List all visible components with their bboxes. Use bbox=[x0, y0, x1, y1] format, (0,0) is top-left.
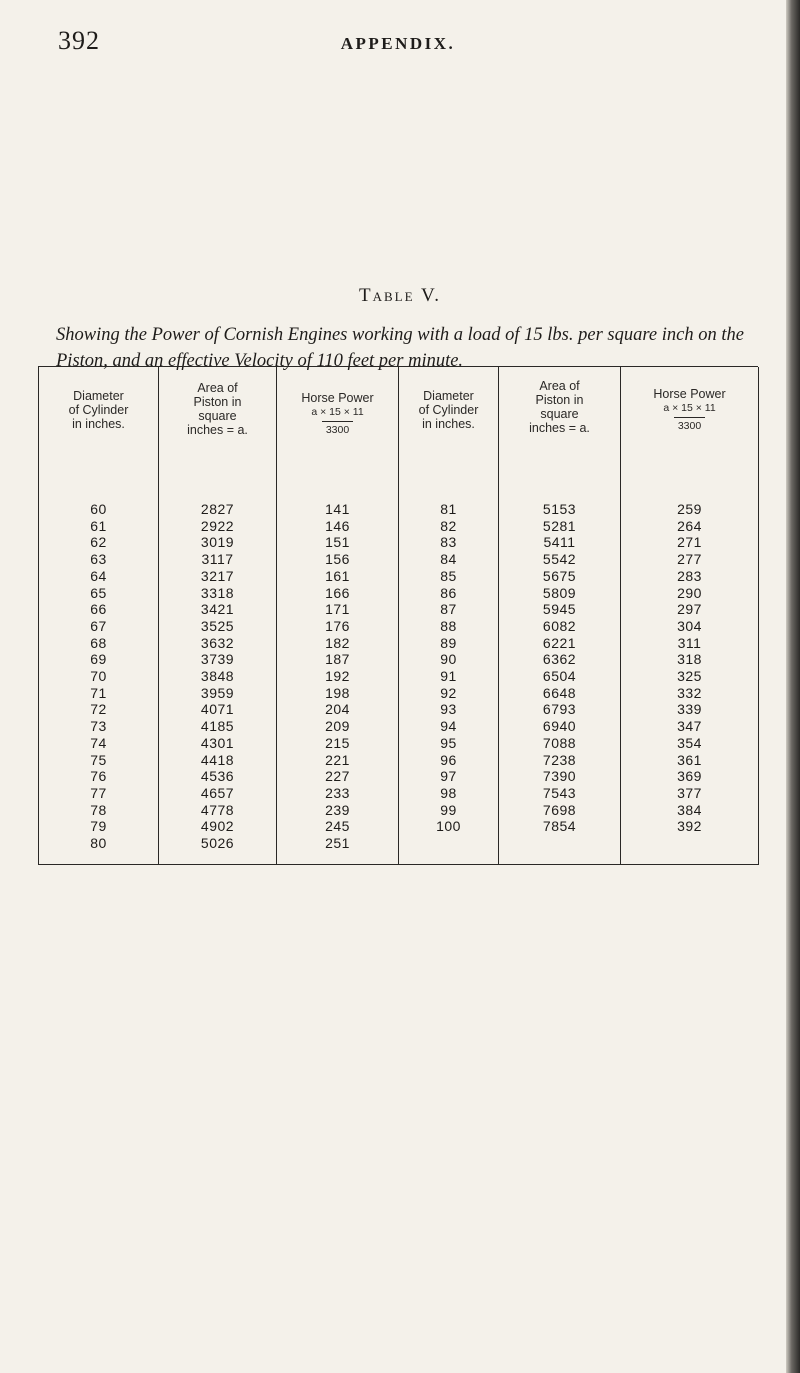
table-bottom-rule bbox=[39, 852, 759, 865]
right-horse-power-cell: 369 bbox=[621, 768, 759, 785]
left-area-cell: 3117 bbox=[159, 551, 277, 568]
right-horse-power-cell: 339 bbox=[621, 701, 759, 718]
engine-power-table bbox=[38, 367, 759, 865]
right-horse-power-cell: 392 bbox=[621, 818, 759, 835]
left-area-cell: 4536 bbox=[159, 768, 277, 785]
right-diameter-cell: 82 bbox=[399, 518, 499, 535]
left-diameter-cell: 67 bbox=[39, 618, 159, 635]
right-area-cell: 7854 bbox=[499, 818, 621, 835]
header-diameter-right: Diameter of Cylinder in inches. bbox=[399, 367, 499, 471]
right-area-cell: 6648 bbox=[499, 685, 621, 702]
right-area-cell: 5675 bbox=[499, 568, 621, 585]
right-horse-power-cell: 384 bbox=[621, 802, 759, 819]
header-horse-power-left: Horse Power a × 15 × 11 3300 bbox=[277, 367, 399, 471]
table-row bbox=[39, 534, 759, 551]
right-area-cell: 6504 bbox=[499, 668, 621, 685]
right-diameter-cell: 87 bbox=[399, 601, 499, 618]
engine-power-table-wrap bbox=[38, 366, 758, 865]
table-title: Table V. bbox=[359, 285, 441, 306]
left-area-cell: 3318 bbox=[159, 585, 277, 602]
left-horse-power-cell: 192 bbox=[277, 668, 399, 685]
left-diameter-cell: 62 bbox=[39, 534, 159, 551]
table-caption: Showing the Power of Cornish Engines working with a load of 15 lbs. per square inch on the Piston, and an effective Velocity of 110 feet per minute. bbox=[56, 325, 744, 371]
left-area-cell: 4418 bbox=[159, 752, 277, 769]
left-diameter-cell: 64 bbox=[39, 568, 159, 585]
right-area-cell: 6082 bbox=[499, 618, 621, 635]
left-area-cell: 4071 bbox=[159, 701, 277, 718]
right-horse-power-cell: 271 bbox=[621, 534, 759, 551]
right-area-cell: 7698 bbox=[499, 802, 621, 819]
left-horse-power-cell: 209 bbox=[277, 718, 399, 735]
table-header-row bbox=[39, 367, 759, 471]
right-diameter-cell: 100 bbox=[399, 818, 499, 835]
left-horse-power-cell: 146 bbox=[277, 518, 399, 535]
table-row bbox=[39, 635, 759, 652]
left-horse-power-cell: 141 bbox=[277, 471, 399, 518]
right-area-cell: 7390 bbox=[499, 768, 621, 785]
left-diameter-cell: 72 bbox=[39, 701, 159, 718]
table-row bbox=[39, 685, 759, 702]
left-area-cell: 3525 bbox=[159, 618, 277, 635]
left-horse-power-cell: 182 bbox=[277, 635, 399, 652]
table-row bbox=[39, 718, 759, 735]
right-horse-power-cell: 377 bbox=[621, 785, 759, 802]
left-area-cell: 2827 bbox=[159, 471, 277, 518]
left-diameter-cell: 63 bbox=[39, 551, 159, 568]
right-diameter-cell: 88 bbox=[399, 618, 499, 635]
right-diameter-cell: 96 bbox=[399, 752, 499, 769]
right-diameter-cell: 99 bbox=[399, 802, 499, 819]
left-horse-power-cell: 251 bbox=[277, 835, 399, 852]
page-number: 392 bbox=[58, 26, 100, 55]
table-bottom-cell bbox=[399, 852, 499, 865]
right-horse-power-cell bbox=[621, 835, 759, 852]
left-diameter-cell: 77 bbox=[39, 785, 159, 802]
table-row bbox=[39, 618, 759, 635]
right-diameter-cell: 97 bbox=[399, 768, 499, 785]
left-horse-power-cell: 198 bbox=[277, 685, 399, 702]
right-diameter-cell: 86 bbox=[399, 585, 499, 602]
left-diameter-cell: 61 bbox=[39, 518, 159, 535]
left-diameter-cell: 78 bbox=[39, 802, 159, 819]
left-diameter-cell: 75 bbox=[39, 752, 159, 769]
table-bottom-cell bbox=[159, 852, 277, 865]
table-row bbox=[39, 701, 759, 718]
right-horse-power-cell: 318 bbox=[621, 651, 759, 668]
left-area-cell: 4657 bbox=[159, 785, 277, 802]
right-diameter-cell: 90 bbox=[399, 651, 499, 668]
left-area-cell: 3217 bbox=[159, 568, 277, 585]
table-row bbox=[39, 651, 759, 668]
left-area-cell: 2922 bbox=[159, 518, 277, 535]
left-diameter-cell: 74 bbox=[39, 735, 159, 752]
right-area-cell: 7543 bbox=[499, 785, 621, 802]
right-horse-power-cell: 347 bbox=[621, 718, 759, 735]
header-area-left: Area of Piston in square inches = a. bbox=[159, 367, 277, 471]
left-area-cell: 4902 bbox=[159, 818, 277, 835]
right-diameter-cell: 94 bbox=[399, 718, 499, 735]
right-area-cell: 7238 bbox=[499, 752, 621, 769]
left-horse-power-cell: 161 bbox=[277, 568, 399, 585]
left-diameter-cell: 60 bbox=[39, 471, 159, 518]
left-area-cell: 4778 bbox=[159, 802, 277, 819]
table-bottom-cell bbox=[277, 852, 399, 865]
right-horse-power-cell: 290 bbox=[621, 585, 759, 602]
table-row bbox=[39, 551, 759, 568]
left-diameter-cell: 71 bbox=[39, 685, 159, 702]
right-area-cell: 5542 bbox=[499, 551, 621, 568]
table-row bbox=[39, 752, 759, 769]
right-diameter-cell: 84 bbox=[399, 551, 499, 568]
table-row bbox=[39, 585, 759, 602]
left-area-cell: 3632 bbox=[159, 635, 277, 652]
left-horse-power-cell: 239 bbox=[277, 802, 399, 819]
left-horse-power-cell: 171 bbox=[277, 601, 399, 618]
right-area-cell: 7088 bbox=[499, 735, 621, 752]
right-horse-power-cell: 354 bbox=[621, 735, 759, 752]
right-area-cell: 5153 bbox=[499, 471, 621, 518]
running-head: APPENDIX. bbox=[340, 34, 456, 53]
right-diameter-cell: 95 bbox=[399, 735, 499, 752]
left-area-cell: 4301 bbox=[159, 735, 277, 752]
right-diameter-cell: 85 bbox=[399, 568, 499, 585]
right-horse-power-cell: 259 bbox=[621, 471, 759, 518]
right-horse-power-cell: 304 bbox=[621, 618, 759, 635]
left-area-cell: 3959 bbox=[159, 685, 277, 702]
table-bottom-cell bbox=[499, 852, 621, 865]
table-row bbox=[39, 601, 759, 618]
table-row bbox=[39, 785, 759, 802]
left-horse-power-cell: 227 bbox=[277, 768, 399, 785]
left-area-cell: 5026 bbox=[159, 835, 277, 852]
header-diameter-left: Diameter of Cylinder in inches. bbox=[39, 367, 159, 471]
left-horse-power-cell: 166 bbox=[277, 585, 399, 602]
header-horse-power-right: Horse Power a × 15 × 11 3300 bbox=[621, 367, 759, 471]
page-header bbox=[58, 26, 738, 56]
table-row bbox=[39, 735, 759, 752]
table-row bbox=[39, 835, 759, 852]
table-row bbox=[39, 471, 759, 518]
right-horse-power-cell: 283 bbox=[621, 568, 759, 585]
right-area-cell: 5281 bbox=[499, 518, 621, 535]
table-row bbox=[39, 518, 759, 535]
left-area-cell: 3848 bbox=[159, 668, 277, 685]
right-area-cell: 5945 bbox=[499, 601, 621, 618]
right-diameter-cell: 91 bbox=[399, 668, 499, 685]
table-bottom-cell bbox=[621, 852, 759, 865]
header-area-right: Area of Piston in square inches = a. bbox=[499, 367, 621, 471]
right-diameter-cell: 83 bbox=[399, 534, 499, 551]
left-diameter-cell: 66 bbox=[39, 601, 159, 618]
right-diameter-cell: 98 bbox=[399, 785, 499, 802]
right-area-cell: 6940 bbox=[499, 718, 621, 735]
left-horse-power-cell: 156 bbox=[277, 551, 399, 568]
right-area-cell: 6793 bbox=[499, 701, 621, 718]
right-diameter-cell: 93 bbox=[399, 701, 499, 718]
right-horse-power-cell: 264 bbox=[621, 518, 759, 535]
left-area-cell: 3739 bbox=[159, 651, 277, 668]
left-diameter-cell: 76 bbox=[39, 768, 159, 785]
left-horse-power-cell: 176 bbox=[277, 618, 399, 635]
right-diameter-cell bbox=[399, 835, 499, 852]
table-bottom-cell bbox=[39, 852, 159, 865]
left-horse-power-cell: 187 bbox=[277, 651, 399, 668]
right-area-cell: 6362 bbox=[499, 651, 621, 668]
left-diameter-cell: 70 bbox=[39, 668, 159, 685]
left-diameter-cell: 73 bbox=[39, 718, 159, 735]
left-horse-power-cell: 245 bbox=[277, 818, 399, 835]
right-horse-power-cell: 311 bbox=[621, 635, 759, 652]
left-area-cell: 3019 bbox=[159, 534, 277, 551]
right-area-cell: 6221 bbox=[499, 635, 621, 652]
left-area-cell: 3421 bbox=[159, 601, 277, 618]
left-diameter-cell: 68 bbox=[39, 635, 159, 652]
left-diameter-cell: 69 bbox=[39, 651, 159, 668]
left-horse-power-cell: 204 bbox=[277, 701, 399, 718]
right-horse-power-cell: 332 bbox=[621, 685, 759, 702]
table-row bbox=[39, 568, 759, 585]
right-diameter-cell: 92 bbox=[399, 685, 499, 702]
right-horse-power-cell: 297 bbox=[621, 601, 759, 618]
page-edge-shadow bbox=[786, 0, 800, 1373]
left-diameter-cell: 80 bbox=[39, 835, 159, 852]
table-row bbox=[39, 768, 759, 785]
left-horse-power-cell: 233 bbox=[277, 785, 399, 802]
left-horse-power-cell: 215 bbox=[277, 735, 399, 752]
right-area-cell: 5809 bbox=[499, 585, 621, 602]
table-row bbox=[39, 818, 759, 835]
table-row bbox=[39, 802, 759, 819]
left-horse-power-cell: 151 bbox=[277, 534, 399, 551]
table-row bbox=[39, 668, 759, 685]
table-body bbox=[39, 471, 759, 864]
left-diameter-cell: 79 bbox=[39, 818, 159, 835]
right-diameter-cell: 89 bbox=[399, 635, 499, 652]
right-horse-power-cell: 361 bbox=[621, 752, 759, 769]
left-diameter-cell: 65 bbox=[39, 585, 159, 602]
right-area-cell: 5411 bbox=[499, 534, 621, 551]
right-horse-power-cell: 277 bbox=[621, 551, 759, 568]
right-diameter-cell: 81 bbox=[399, 471, 499, 518]
left-area-cell: 4185 bbox=[159, 718, 277, 735]
right-area-cell bbox=[499, 835, 621, 852]
right-horse-power-cell: 325 bbox=[621, 668, 759, 685]
left-horse-power-cell: 221 bbox=[277, 752, 399, 769]
